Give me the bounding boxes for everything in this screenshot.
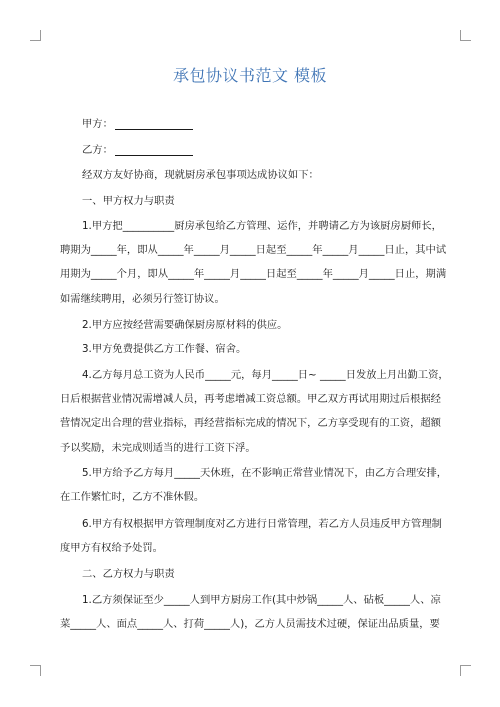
crop-mark-bottom-left	[30, 665, 41, 676]
section-heading-party-a: 一、甲方权力与职责	[82, 195, 175, 207]
clause-a1-line4: 如需继续聘用，必须另行签订协议。	[60, 293, 225, 305]
crop-mark-top-left	[30, 30, 41, 41]
clause-a3: 3.甲方免费提供乙方工作餐、宿舍。	[82, 343, 247, 355]
clause-a4-line4: 予以奖励，未完成则适当的进行工资下浮。	[60, 442, 256, 454]
document-title: 承包协议书范文 模板	[172, 66, 328, 85]
clause-a6-line1: 6.甲方有权根据甲方管理制度对乙方进行日常管理，若乙方人员违反甲方管理制	[82, 518, 442, 530]
clause-a5-line1: 5.甲方给予乙方每月_____天休班，在不影响正常营业情况下，由乙方合理安排，	[82, 467, 448, 479]
party-b-label: 乙方：	[82, 144, 113, 156]
clause-a4-line2: 日后根据营业情况需增减人员，再考虑增减工资总额。甲乙双方再试用期过后根据经	[60, 393, 441, 405]
clause-a4-line1: 4.乙方每月总工资为人民币_____元，每月_____日~ _____日发放上月出勤工资，	[82, 369, 449, 381]
clause-a2: 2.甲方应按经营需要确保厨房原材料的供应。	[82, 319, 288, 331]
section-heading-party-b: 二、乙方权力与职责	[82, 568, 175, 580]
clause-a1-line1: 1.甲方把__________厨房承包给乙方管理、运作，并聘请乙方为该厨房厨师长，	[82, 220, 442, 232]
party-a-label: 甲方：	[82, 118, 113, 130]
clause-a6-line2: 度甲方有权给予处罚。	[60, 542, 163, 554]
crop-mark-top-right	[460, 30, 471, 41]
clause-b1-line1: 1.乙方须保证至少_____人到甲方厨房工作(其中炒锅_____人、砧板_____人、凉	[82, 594, 441, 606]
party-a-blank	[115, 118, 193, 130]
clause-a1-line2: 聘期为_____年，即从_____年_____月_____日起至_____年_____月_____日止，其中试	[60, 244, 447, 256]
crop-mark-bottom-right	[460, 665, 471, 676]
intro-paragraph: 经双方友好协商，现就厨房承包事项达成协议如下：	[82, 169, 319, 181]
party-b-blank	[115, 144, 193, 156]
clause-b1-line2: 菜_____人、面点_____人、打荷_____人)，乙方人员需技术过硬，保证出品质量，要	[60, 618, 440, 630]
clause-a4-line3: 营情况定出合理的营业指标，再经营指标完成的情况下，乙方享受现有的工资，超额	[60, 417, 441, 429]
clause-a1-line3: 用期为_____个月，即从_____年_____月_____日起至_____年_____月_____日止，期满	[60, 268, 447, 280]
party-b-signature-line	[0, 144, 500, 156]
party-a-signature-line	[0, 118, 500, 130]
clause-a5-line2: 在工作繁忙时，乙方不准休假。	[60, 491, 205, 503]
